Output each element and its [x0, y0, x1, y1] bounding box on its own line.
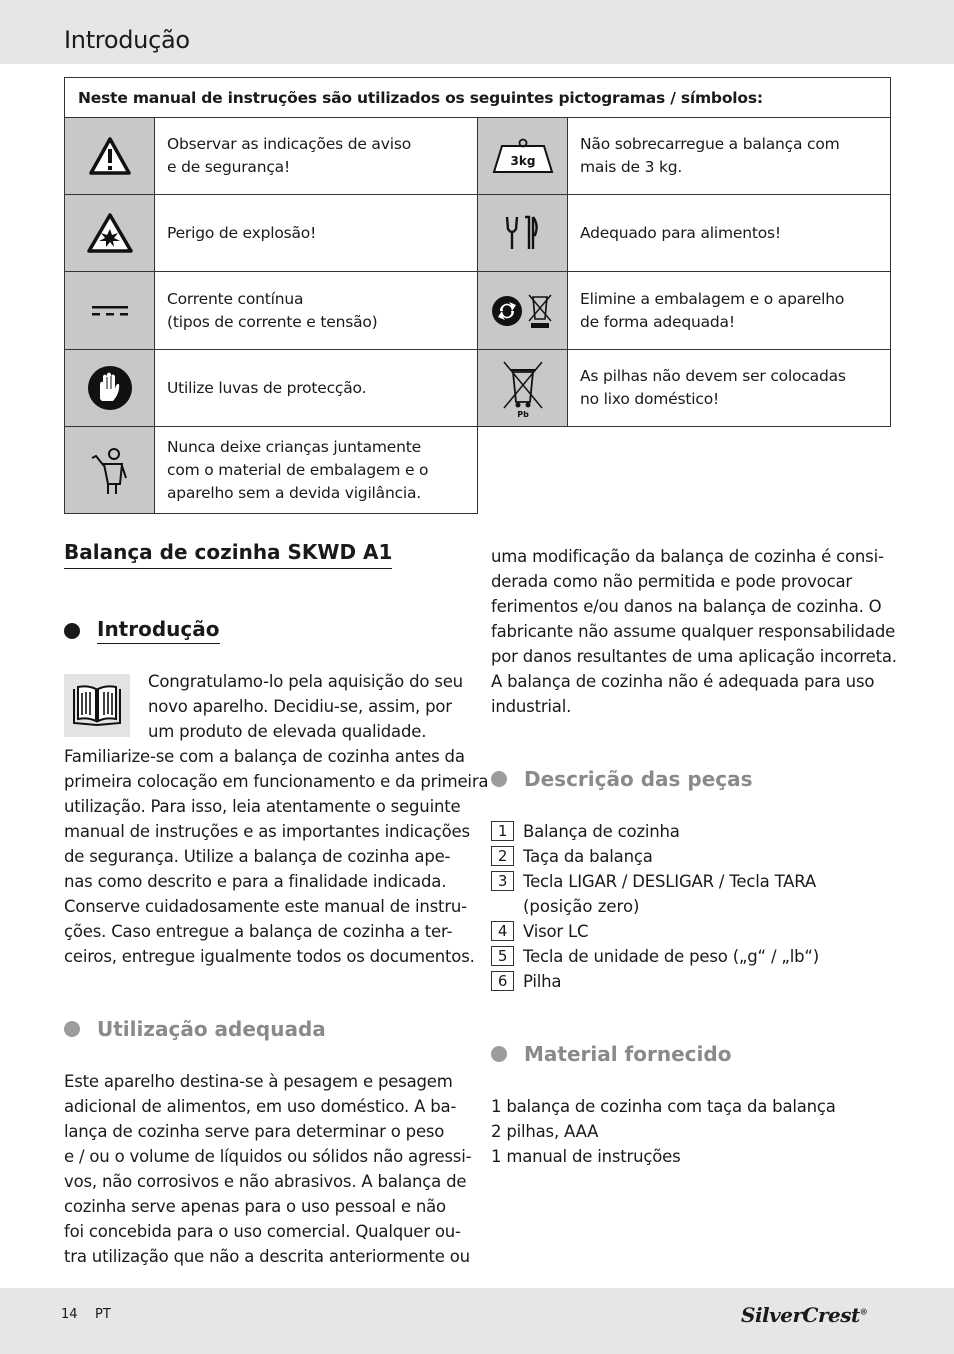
list-item — [491, 869, 819, 894]
brand-part: Crest — [802, 1303, 860, 1327]
text-line: derada como não permitida e pode provocar — [491, 572, 852, 591]
part-label: Tecla LIGAR / DESLIGAR / Tecla TARA — [523, 872, 816, 891]
part-number: 3 — [491, 871, 514, 891]
weight-label: 3kg — [510, 154, 535, 168]
supplied-heading-text: Material fornecido — [524, 1042, 732, 1066]
part-number: 5 — [491, 946, 514, 966]
text-line: foi concebida para o uso comercial. Qualquer ou- — [64, 1222, 461, 1241]
protective-gloves-icon — [64, 349, 155, 427]
text-line: ceiros, entregue igualmente todos os documentos. — [64, 947, 475, 966]
list-item — [491, 919, 819, 944]
text-line: 1 manual de instruções — [491, 1147, 681, 1166]
usage-paragraph — [64, 1069, 471, 1269]
list-item — [491, 969, 819, 994]
part-label: Balança de cozinha — [523, 822, 680, 841]
text-line: A balança de cozinha não é adequada para uso — [491, 672, 875, 691]
direct-current-icon — [64, 271, 155, 350]
text-line: utilização. Para isso, leia atentamente o seguinte — [64, 797, 461, 816]
pictogram-table-heading: Neste manual de instruções são utilizados os seguintes pictogramas / símbolos: — [64, 77, 891, 118]
pictogram-text: Perigo de explosão! — [154, 194, 478, 272]
open-book-icon — [64, 674, 130, 737]
explosion-hazard-icon — [64, 194, 155, 272]
part-number: 1 — [491, 821, 514, 841]
intro-paragraph — [64, 744, 488, 969]
part-label: Pilha — [523, 972, 562, 991]
intro-heading-text: Introdução — [97, 617, 220, 644]
parts-heading-text: Descrição das peças — [524, 767, 753, 791]
text-line: Congratulamo-lo pela aquisição do seu — [148, 672, 463, 691]
product-title: Balança de cozinha SKWD A1 — [64, 540, 392, 569]
text-line: vos, não corrosivos e não abrasivos. A balança de — [64, 1172, 467, 1191]
pictogram-text: As pilhas não devem ser colocadas no lixo doméstico! — [567, 349, 891, 427]
intro-paragraph-top — [148, 669, 463, 744]
list-item — [491, 844, 819, 869]
supplied-heading — [491, 1042, 731, 1066]
text-line: 2 pilhas, AAA — [491, 1122, 599, 1141]
brand-part: Silver — [741, 1303, 803, 1327]
parts-heading — [491, 767, 753, 791]
child-warning-icon — [64, 426, 155, 514]
part-label: Tecla de unidade de peso („g“ / „lb“) — [523, 947, 819, 966]
pictogram-text: Elimine a embalagem e o aparelho de forma adequada! — [567, 271, 891, 350]
text-line: por danos resultantes de uma aplicação incorreta. — [491, 647, 897, 666]
text-line: lança de cozinha serve para determinar o peso — [64, 1122, 445, 1141]
list-item — [491, 819, 819, 844]
supplied-list — [491, 1094, 836, 1169]
usage-paragraph-continued — [491, 544, 897, 719]
text-line: adicional de alimentos, em uso doméstico. A ba- — [64, 1097, 457, 1116]
text-line: tra utilização que não a descrita anteriormente ou — [64, 1247, 470, 1266]
text-line: novo aparelho. Decidiu-se, assim, por — [148, 697, 452, 716]
food-safe-icon — [477, 194, 568, 272]
bullet-icon — [64, 623, 80, 639]
text-line: Familiarize-se com a balança de cozinha antes da — [64, 747, 465, 766]
recycling-disposal-icon — [477, 271, 568, 350]
registered-mark: ® — [859, 1306, 868, 1317]
bullet-icon — [491, 1046, 507, 1062]
intro-heading — [64, 617, 220, 644]
pictogram-text: Corrente contínua (tipos de corrente e tensão) — [154, 271, 478, 350]
text-line: de segurança. Utilize a balança de cozinha ape- — [64, 847, 451, 866]
part-label: Taça da balança — [523, 847, 653, 866]
bullet-icon — [64, 1021, 80, 1037]
text-line: Conserve cuidadosamente este manual de instru- — [64, 897, 467, 916]
battery-bin-label: Pb — [516, 410, 529, 418]
text-line: 1 balança de cozinha com taça da balança — [491, 1097, 836, 1116]
text-line: cozinha serve apenas para o uso pessoal e não — [64, 1197, 446, 1216]
text-line: ferimentos e/ou danos na balança de cozinha. O — [491, 597, 882, 616]
text-line: nas como descrito e para a finalidade indicada. — [64, 872, 447, 891]
text-line: industrial. — [491, 697, 572, 716]
text-line: fabricante não assume qualquer responsabilidade — [491, 622, 896, 641]
usage-heading-text: Utilização adequada — [97, 1017, 326, 1041]
list-item — [491, 944, 819, 969]
part-number: 6 — [491, 971, 514, 991]
page-title: Introdução — [64, 26, 190, 54]
battery-bin-icon — [477, 349, 568, 427]
text-line: Este aparelho destina-se à pesagem e pesagem — [64, 1072, 453, 1091]
pictogram-text: Não sobrecarregue a balança com mais de 3 kg. — [567, 117, 891, 195]
text-line: ções. Caso entregue a balança de cozinha a ter- — [64, 922, 453, 941]
pictogram-text: Observar as indicações de aviso e de segurança! — [154, 117, 478, 195]
text-line: um produto de elevada qualidade. — [148, 722, 427, 741]
text-line: primeira colocação em funcionamento e da primeira — [64, 772, 489, 791]
pictogram-text: Nunca deixe crianças juntamente com o material de embalagem e o aparelho sem a devida vigilância. — [154, 426, 478, 514]
pictogram-text: Utilize luvas de protecção. — [154, 349, 478, 427]
text-line: uma modificação da balança de cozinha é consi- — [491, 547, 884, 566]
text-line: e / ou o volume de líquidos ou sólidos não agressi- — [64, 1147, 472, 1166]
part-label: Visor LC — [523, 922, 589, 941]
pictogram-text: Adequado para alimentos! — [567, 194, 891, 272]
language-code: PT — [95, 1307, 111, 1322]
bullet-icon — [491, 771, 507, 787]
text-line: manual de instruções e as importantes indicações — [64, 822, 470, 841]
warning-triangle-icon — [64, 117, 155, 195]
brand-logo — [741, 1303, 867, 1327]
part-number: 4 — [491, 921, 514, 941]
part-label-continued: (posição zero) — [523, 897, 640, 916]
weight-3kg-icon — [477, 117, 568, 195]
parts-list — [491, 819, 819, 994]
part-number: 2 — [491, 846, 514, 866]
usage-heading — [64, 1017, 326, 1041]
page-number: 14 — [61, 1307, 78, 1322]
